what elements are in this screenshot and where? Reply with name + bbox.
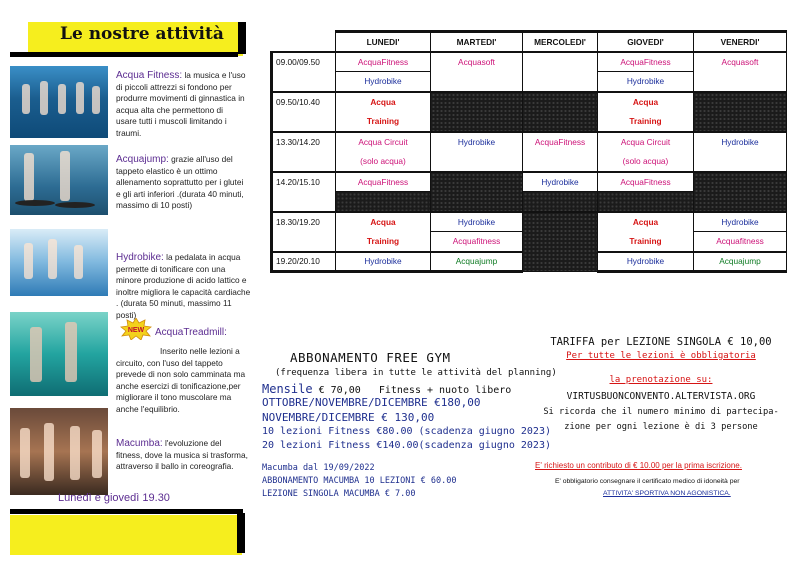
mensile-note: Fitness + nuoto libero bbox=[378, 385, 512, 396]
free-gym-mensile bbox=[262, 382, 511, 396]
acquatreadmill-title: AcquaTreadmill: bbox=[155, 327, 227, 338]
macumba-10-lezioni: ABBONAMENTO MACUMBA 10 LEZIONI € 60.00 bbox=[262, 476, 457, 486]
time-slot: 14.20/15.10 bbox=[272, 172, 336, 192]
table-row bbox=[272, 172, 787, 192]
table-row bbox=[272, 132, 787, 152]
lesson-cell: Acqua bbox=[336, 212, 431, 232]
lesson-cell: AcquaFitness bbox=[336, 172, 431, 192]
lesson-cell: Hydrobike bbox=[523, 172, 598, 192]
free-gym-10-lezioni: 10 lezioni Fitness €80.00 (scadenza giugno 2023) bbox=[262, 426, 551, 437]
lesson-cell: Hydrobike bbox=[431, 132, 523, 172]
lesson-cell: Hydrobike bbox=[694, 132, 787, 172]
lesson-cell: Acquasoft bbox=[431, 52, 523, 92]
page-title: Le nostre attività bbox=[60, 24, 224, 44]
lesson-cell: AcquaFitness bbox=[523, 132, 598, 172]
tariffa-minimo-line1: Si ricorda che il numero minimo di partecipa- bbox=[543, 407, 779, 417]
table-row bbox=[272, 92, 787, 112]
time-slot: 09.50/10.40 bbox=[272, 92, 336, 112]
time-slot-cont bbox=[272, 112, 336, 132]
header-shadow bbox=[238, 22, 246, 54]
tariffa-website-link[interactable]: VIRTUSBUONCONVENTO.ALTERVISTA.ORG bbox=[566, 391, 756, 402]
free-gym-title: ABBONAMENTO FREE GYM bbox=[290, 350, 451, 365]
free-gym-20-lezioni: 20 lezioni Fitness €140.00(scadenza giugno 2023) bbox=[262, 440, 551, 451]
day-header: MARTEDI' bbox=[431, 32, 523, 52]
closed-cell bbox=[523, 212, 598, 272]
lesson-cell: Training bbox=[598, 112, 694, 132]
tariffa-prenotazione: la prenotazione su: bbox=[609, 375, 713, 385]
day-header: MERCOLEDI' bbox=[523, 32, 598, 52]
tariffa-minimo-line2: zione per ogni lezione è di 3 persone bbox=[564, 422, 758, 432]
day-header: VENERDI' bbox=[694, 32, 787, 52]
macumba-days: Lunedì e giovedì 19.30 bbox=[58, 492, 170, 504]
tariffa-obbligatoria: Per tutte le lezioni è obbligatoria bbox=[566, 351, 756, 361]
lesson-cell: Training bbox=[336, 112, 431, 132]
lesson-cell: (solo acqua) bbox=[598, 152, 694, 172]
day-header: GIOVEDI' bbox=[598, 32, 694, 52]
time-slot-cont bbox=[272, 72, 336, 92]
macumba-description: Macumba: l'evoluzione del fitness, dove la musica si trasforma, attraverso il ballo in coreografia. bbox=[116, 438, 248, 472]
new-badge-text: NEW bbox=[127, 327, 145, 334]
acquatreadmill-description: Inserito nelle lezioni a circuito, con l'uso del tappeto prevede di non solo camminata ma anche esercizi di tonificazione,per migliorare il tono muscolare ma anche l'equilibrio. bbox=[116, 346, 246, 414]
closed-cell bbox=[598, 192, 694, 212]
acquafitness-description: Acqua Fitness: la musica e l'uso di piccoli attrezzi si fondono per produrre movimenti di ginnastica in acqua alta che permettono di usare tutti i muscoli limitando i traumi. bbox=[116, 70, 246, 138]
macumba-start: Macumba dal 19/09/2022 bbox=[262, 463, 375, 473]
lesson-cell: Hydrobike bbox=[336, 72, 431, 92]
bottom-bar bbox=[10, 509, 243, 514]
time-slot: 13.30/14.20 bbox=[272, 132, 336, 152]
lesson-cell: Training bbox=[336, 232, 431, 252]
lesson-cell: Acquafitness bbox=[431, 232, 523, 252]
lesson-cell: Acqua Circuit bbox=[336, 132, 431, 152]
mensile-label: Mensile bbox=[262, 382, 313, 396]
closed-cell bbox=[523, 92, 598, 132]
lesson-cell: Acquajump bbox=[431, 252, 523, 272]
schedule-table bbox=[270, 30, 787, 273]
lesson-cell: Hydrobike bbox=[431, 212, 523, 232]
lesson-cell: Hydrobike bbox=[598, 72, 694, 92]
closed-cell bbox=[431, 172, 523, 212]
hydrobike-photo bbox=[10, 229, 108, 296]
empty-cell bbox=[523, 52, 598, 92]
time-slot: 09.00/09.50 bbox=[272, 52, 336, 72]
lesson-cell: Training bbox=[598, 232, 694, 252]
new-badge bbox=[120, 318, 152, 340]
acquafitness-photo bbox=[10, 66, 108, 138]
time-slot-cont bbox=[272, 152, 336, 172]
bottom-yellow-box bbox=[10, 515, 242, 555]
mensile-price: € 70,00 bbox=[318, 385, 361, 396]
attivita-non-agonistica: ATTIVITA' SPORTIVA NON AGONISTICA. bbox=[603, 490, 731, 497]
lesson-cell: AcquaFitness bbox=[598, 52, 694, 72]
lesson-cell: AcquaFitness bbox=[598, 172, 694, 192]
certificato-medico: E' obbligatorio consegnare il certificato medico di idoneità per bbox=[555, 478, 740, 485]
lesson-cell: Acquasoft bbox=[694, 52, 787, 92]
closed-cell bbox=[336, 192, 431, 212]
lesson-cell: Acqua bbox=[598, 212, 694, 232]
free-gym-nov-dic: NOVEMBRE/DICEMBRE € 130,00 bbox=[262, 411, 435, 424]
lesson-cell: AcquaFitness bbox=[336, 52, 431, 72]
time-slot: 18.30/19.20 bbox=[272, 212, 336, 232]
time-slot-cont bbox=[272, 232, 336, 252]
contributo-iscrizione: E' richiesto un contributo di € 10.00 per la prima iscrizione. bbox=[535, 461, 742, 470]
free-gym-ott-nov-dic: OTTOBRE/NOVEMBRE/DICEMBRE €180,00 bbox=[262, 396, 481, 409]
lesson-cell: Hydrobike bbox=[694, 212, 787, 232]
time-slot: 19.20/20.10 bbox=[272, 252, 336, 272]
hydrobike-description: Hydrobike: la pedalata in acqua permette di tonificare con una minore produzione di acido lattico e inoltre migliora le capacità cardiache . (durata 50 minuti, massimo 11 posti) bbox=[116, 252, 251, 320]
table-row bbox=[272, 52, 787, 72]
lesson-cell: (solo acqua) bbox=[336, 152, 431, 172]
macumba-singola: LEZIONE SINGOLA MACUMBA € 7.00 bbox=[262, 489, 416, 499]
acquatreadmill-photo bbox=[10, 312, 108, 396]
closed-cell bbox=[694, 172, 787, 212]
header-underline bbox=[10, 52, 238, 57]
bottom-shadow bbox=[237, 513, 245, 553]
lesson-cell: Acqua bbox=[598, 92, 694, 112]
table-row bbox=[272, 212, 787, 232]
lesson-cell: Acquajump bbox=[694, 252, 787, 272]
acquajump-photo bbox=[10, 145, 108, 215]
tariffa-title: TARIFFA per LEZIONE SINGOLA € 10,00 bbox=[550, 336, 772, 348]
lesson-cell: Acqua bbox=[336, 92, 431, 112]
lesson-cell: Acqua Circuit bbox=[598, 132, 694, 152]
closed-cell bbox=[523, 192, 598, 212]
macumba-photo bbox=[10, 408, 108, 495]
time-slot-cont bbox=[272, 192, 336, 212]
closed-cell bbox=[694, 92, 787, 132]
acquajump-description: Acquajump: grazie all'uso del tappeto elastico è un ottimo allenamento soprattutto per i glutei e gli arti inferiori .(durata 40 minuti, massimo di 10 posti) bbox=[116, 154, 244, 211]
lesson-cell: Hydrobike bbox=[598, 252, 694, 272]
lesson-cell: Hydrobike bbox=[336, 252, 431, 272]
lesson-cell: Acquafitness bbox=[694, 232, 787, 252]
schedule-header-row bbox=[272, 32, 787, 52]
free-gym-subtitle: (frequenza libera in tutte le attività del planning) bbox=[275, 368, 557, 378]
day-header: LUNEDI' bbox=[336, 32, 431, 52]
closed-cell bbox=[431, 92, 523, 132]
